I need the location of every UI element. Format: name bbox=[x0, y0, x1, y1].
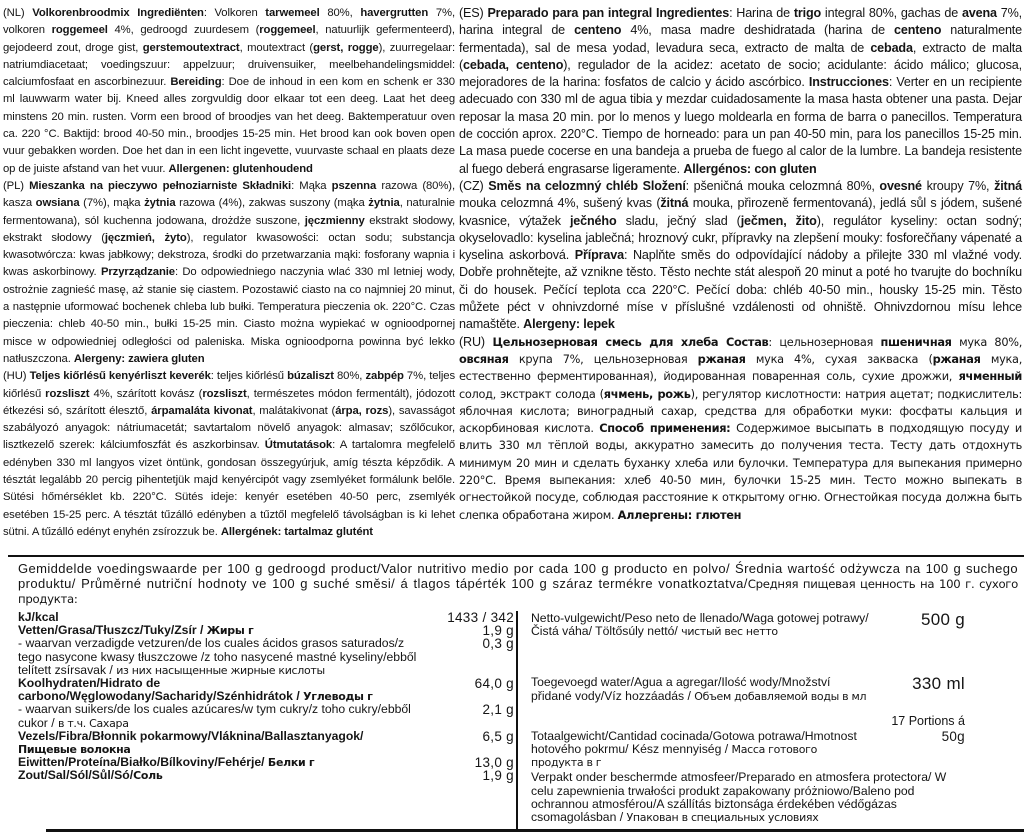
text-run: Przyrządzanie bbox=[100, 266, 175, 279]
text-run: : teljes kiőrlésű bbox=[210, 370, 288, 383]
text-run: rozsliszt bbox=[202, 387, 247, 400]
text-run: gerst, rogge bbox=[313, 41, 379, 54]
nutrition-header bbox=[18, 562, 1018, 607]
text-run: Allergénos: con gluten bbox=[683, 161, 817, 176]
nutrition-label bbox=[18, 703, 418, 729]
text-run: Mieszanka na pieczywo pełnoziarniste Składniki bbox=[29, 179, 292, 192]
nutrition-row bbox=[531, 612, 965, 638]
nutrition-row bbox=[18, 703, 514, 729]
nutrition-label bbox=[531, 612, 869, 638]
nutrition-label bbox=[18, 677, 418, 703]
nutrition-row bbox=[531, 676, 965, 702]
text-run: gerstemoutextract bbox=[142, 41, 240, 54]
text-run: rozsliszt bbox=[45, 387, 90, 400]
text-run: (HU) bbox=[3, 370, 30, 383]
text-run: trigo bbox=[793, 6, 822, 20]
text-run: Koolhydraten/Hidrato de carbono/Węglowodany/Sacharidy/Szénhidrátok / bbox=[18, 676, 304, 704]
text-run: : Naplňte směs do odpovídající nádoby a přilejte 330 ml vlažné vody. Dobře prohnětejte, až vznikne těsto. Těsto nechte stát alespoň 20 minut a poté ho tvarujte do bochníku či do housek. Pečící teplota cca 220°C. Pečící doba: chléb 40-50 min., housky 15-25 min. Těsto můžete péct v ohnivzdorné míse v příslušné vzdálenosti od ohniště. Ohnivzdornou mísu lehce namaštěte. bbox=[459, 248, 1022, 332]
text-run: Аллергены: глютен bbox=[617, 507, 742, 522]
nutrition-label bbox=[531, 730, 869, 770]
nutrition-value: 1433 / 342 bbox=[447, 610, 514, 625]
nutrition-label bbox=[18, 637, 418, 677]
text-run: razowa (4%), zakwas suszony (mąka bbox=[175, 197, 369, 210]
text-run: žitná bbox=[994, 178, 1022, 193]
text-run: pszenna bbox=[331, 179, 377, 192]
text-run: в т.ч. Сахара bbox=[57, 716, 129, 730]
nutrition-table-right bbox=[531, 612, 965, 824]
text-run: Verpakt onder beschermde atmosfeer/Preparado en atmosfera protectora/ W celu zapewnienia trwałości produkt zapakowany próżniowo/Baleno pod ochrannou atmosférou/A szállítás biztonsága érdekében védőgázas csomagolásban / bbox=[531, 770, 947, 825]
text-run: ), savasságot szabályozó anyagok: nátriumacetát; savtartalom növelő anyagok: almasav; szőlőcukor, lisztkezelő szerek: kálciumfoszfát és aszkorbinsav. bbox=[3, 404, 456, 452]
ingredients-paragraph-pl bbox=[3, 178, 455, 368]
text-run: Соль bbox=[133, 769, 163, 783]
text-run: Углеводы г bbox=[303, 690, 373, 704]
text-run: jęczmień, żyto bbox=[104, 231, 187, 244]
nutrition-label bbox=[18, 730, 418, 756]
text-run: Instrucciones bbox=[808, 75, 889, 90]
text-run: búzaliszt bbox=[287, 370, 334, 383]
nutrition-value: 330 ml bbox=[912, 674, 965, 694]
text-run: Volkorenbroodmix Ingrediënten bbox=[32, 7, 204, 19]
text-run: 4%, masa madre deshidratada (harina de bbox=[621, 23, 894, 38]
text-run: : A tartalomra megfelelő edényben 330 ml langyos vizet öntünk, gondosan összegyúrjuk, amíg tészta képződik. A tésztát legalább 20 percig pihentetjük majd kenyércipót vagy zsemlyéket formálunk belőle. Sütési hőmérséklet kb. 220°C. Sütés ideje: kenyér esetében 40-50 perc, zsemlyék esetében 15-25 perc. A tésztát tűzálló edényben a tűztől megfelelő távolságban is ki lehet sütni. A tűzálló edényt enyhén zsírozzuk be. bbox=[3, 439, 456, 538]
nutrition-value: 1,9 g bbox=[482, 623, 514, 639]
text-run: (7%), mąka bbox=[79, 197, 145, 210]
text-run: 80%, bbox=[333, 370, 366, 383]
text-run: : Harina de bbox=[729, 6, 794, 20]
text-run: (RU) bbox=[459, 334, 493, 349]
ingredients-paragraph-cz bbox=[459, 178, 1022, 334]
text-run: ), zuurregelaar: natriumdiacetaat; voedingszuur: appelzuur; druivensuiker, meelbehandelingsmiddel: calciumfosfaat en ascorbinezuur. bbox=[3, 41, 455, 89]
text-run: Totaalgewicht/Cantidad cocinada/Gotowa potrawa/Hmotnost hotového pokrmu/ Kész mennyiség / bbox=[531, 728, 857, 757]
text-run: ekstrakt słodowy, ekstrakt słodowy ( bbox=[3, 214, 455, 244]
text-run: mouka, přirozeně fermentovaná), jedlá sůl s jódem, sušené kvasnice, výtažek bbox=[459, 196, 1022, 228]
text-run: avena bbox=[961, 6, 997, 20]
text-run: : Volkoren bbox=[203, 7, 266, 19]
text-run: zabpép bbox=[365, 370, 404, 383]
text-run: : цельнозерновая bbox=[768, 334, 881, 349]
text-run: roggemeel bbox=[51, 24, 108, 37]
nutrition-value: 50g bbox=[941, 728, 965, 744]
text-run: Содержимое высыпать в подходящую посуду и влить 330 мл тёплой воды, аккуратно замесить до получения теста. Тесту дать отдохнуть минимум 20 мин и сделать буханку хлеба или булочки. Температура для выпекания примерно 220°C. Время выпекания: хлеб 40-50 мин, булочки 15-25 мин. Тесто можно выпекать в огнестойкой посуде, соблюдая расстояние к открытому огню. Огнестойкая посуда должна быть слепка обработана жиром. bbox=[459, 421, 1022, 522]
text-run: из них насыщенные жирные кислоты bbox=[116, 663, 325, 677]
text-run: , malátakivonat ( bbox=[252, 404, 336, 417]
text-run: Белки г bbox=[267, 756, 315, 770]
text-run: 7%, volkoren bbox=[3, 7, 455, 37]
text-run: Цельнозерновая смесь для хлеба Состав bbox=[492, 334, 769, 349]
ingredients-paragraph-ru bbox=[459, 334, 1022, 524]
text-run: - waarvan verzadigde vetzuren/de los cuales ácidos grasos saturados/z tego nasycone kwasy tłuszczowe /z toho nasycené mastné kyseliny/ebből telített zsírsavak / bbox=[18, 636, 417, 677]
text-run: 7%, harina integral de bbox=[459, 6, 1022, 38]
text-run: ячменный bbox=[958, 369, 1022, 384]
text-run: roggemeel bbox=[259, 24, 316, 37]
nutrition-value: 64,0 g bbox=[474, 676, 514, 692]
nutrition-label bbox=[531, 676, 869, 702]
packaging-atmosphere-note bbox=[531, 771, 965, 824]
text-run: Toegevoegd water/Agua a agregar/Ilość wody/Množství přidané vody/Víz hozzáadás / bbox=[531, 675, 831, 703]
text-run: Масса готового продукта в г bbox=[531, 743, 818, 770]
nutrition-row bbox=[18, 677, 514, 703]
text-run: Пищевые волокна bbox=[18, 743, 131, 757]
text-run: žitná bbox=[660, 196, 689, 211]
text-run: ječmen, žito bbox=[740, 213, 817, 228]
text-run: Teljes kiőrlésű kenyérliszt keverék bbox=[29, 370, 211, 383]
text-run: kJ/kcal bbox=[18, 610, 59, 624]
text-run: ), regulador de la acidez: acetato de socio; acidulante: ácido málico; glucosa, mejoradores de la harina: fosfatos de calcio y ácido ascórbico. bbox=[459, 57, 1022, 90]
text-run: (ES) bbox=[459, 6, 488, 20]
text-run: owsiana bbox=[35, 197, 80, 210]
nutrition-value: 0,3 g bbox=[482, 636, 514, 652]
text-run: tarwemeel bbox=[265, 7, 320, 19]
ingredients-paragraph-es bbox=[459, 5, 1022, 178]
text-run: Alergeny: zawiera gluten bbox=[73, 352, 205, 365]
nutrition-value: 13,0 g bbox=[474, 755, 514, 771]
text-run: Netto-vulgewicht/Peso neto de llenado/Waga gotowej potrawy/Čistá váha/ Töltősúly nettó/ bbox=[531, 611, 869, 639]
text-run: , natuurlijk gefermenteerd), gejodeerd zout, droge gist, bbox=[3, 24, 455, 54]
nutrition-row bbox=[531, 730, 965, 770]
text-run: naturalmente fermentada), sal de mesa yodad, levadura seca, extracto de malta de bbox=[459, 23, 1022, 55]
text-run: : Do odpowiedniego naczynia wlać 330 ml letniej wody, ostrożnie zagnieść masę, aż stanie się ciastem. Pozostawić ciasto na co najmniej 20 minut, a następnie uformować bochenek chleba lub bułki. Temperatura pieczenia ok. 220°C. Czas pieczenia: chleb 40-50 min., bułki 15-25 min. Ciasto można wypiekać w ognioodpornej misce w odpowiedniej odległości od paleniska. Miska ognioodporna powinna być lekko natłuszczona. bbox=[3, 266, 455, 365]
text-run: мука, естественно ферментированная), йодированная поваренная соль, сухие дрожжи, bbox=[459, 351, 1022, 384]
text-run: mouka celozmná 4%, sušený kvas ( bbox=[459, 196, 661, 211]
nutrition-row bbox=[18, 637, 514, 677]
text-run: Средняя пищевая ценность на 100 г. сухого продукта: bbox=[18, 576, 1018, 606]
text-run: ječného bbox=[569, 213, 617, 228]
ingredients-paragraph-nl bbox=[3, 5, 455, 178]
nutrition-label bbox=[18, 769, 418, 782]
text-run: Eiwitten/Proteína/Białko/Bílkoviny/Fehérje/ bbox=[18, 755, 268, 770]
text-run: kroupy 7%, bbox=[921, 178, 995, 193]
text-run: ), regulator kwasowości: octan sodu; substancja kwasotwórcza: kwas jabłkowy; dekstroza, środki do przetwarzania mąki: fosforany wapnia i kwas askorbinowy. bbox=[3, 231, 455, 279]
text-run: jęczmienny bbox=[304, 214, 365, 227]
nutrition-table-left bbox=[18, 611, 514, 783]
text-run: солод, экстракт солода ( bbox=[459, 386, 604, 401]
text-run: havergrutten bbox=[360, 7, 429, 19]
text-run: 80%, bbox=[319, 7, 361, 19]
text-run: , naturalnie fermentowana), sól kuchenna jodowana, drożdże suszone, bbox=[3, 197, 455, 227]
text-run: árpa, rozs bbox=[335, 404, 389, 417]
text-run: (PL) bbox=[3, 179, 30, 192]
text-run: Способ применения: bbox=[599, 421, 731, 436]
text-run: ячмень, рожь bbox=[603, 386, 691, 401]
text-run: Bereiding bbox=[170, 76, 222, 89]
text-run: Zout/Sal/Sól/Sůl/Só/ bbox=[18, 768, 134, 783]
text-run: árpamaláta kivonat bbox=[151, 404, 253, 417]
nutrition-column-divider bbox=[516, 611, 518, 831]
nutrition-value: 1,9 g bbox=[482, 768, 514, 784]
text-run: ovesné bbox=[879, 178, 922, 193]
text-run: , moutextract ( bbox=[239, 41, 314, 54]
text-run: ), регулятор кислотности: натрия ацетат; подкислитель: яблочная кислота; виноградный сахар, средства для обработки муки: фосфаты кальция и аскорбиновая кислота. bbox=[459, 386, 1022, 436]
text-run: - waarvan suikers/de los cuales azúcares/w tym cukry/z toho cukry/ebből cukor / bbox=[18, 702, 411, 730]
nutrition-value: 2,1 g bbox=[482, 702, 514, 718]
text-run: пшеничная bbox=[880, 334, 952, 349]
text-run: Объем добавляемой воды в мл bbox=[694, 689, 867, 703]
bottom-rule bbox=[46, 829, 1024, 832]
text-run: : Verter en un recipiente adecuado con 330 ml de agua tibia y mezdar cuidadosamente la masa hasta obtener una pasta. Dejar reposar la masa 20 min. por lo menos y luego moldearla en forma de barra o panecillos. Temperatura de cocción aprox. 220°C. Tiempo de horneado: para un pan 40-50 min, para los panecillos 15-25 min. La masa puede cocerse en una bandeja a prueba de fuego al calor de la lumbre. La bandeja resistente al fuego deberá engrasarse ligeramente. bbox=[459, 75, 1022, 176]
text-run: integral 80%, gachas de bbox=[821, 6, 962, 20]
text-run: ржаная bbox=[697, 351, 746, 366]
text-run: овсяная bbox=[459, 351, 509, 366]
text-run: чистый вес нетто bbox=[681, 625, 778, 639]
text-run: : Doe de inhoud in een kom en schenk er 330 ml lauwwarm water bij. Kneed alles zorgvuldig door elkaar tot een deeg. Laat het deeg minstens 20 min. rusten. Vorm een brood of broodjes van het deeg. Baktemperatuur oven ca. 220 °C. Baktijd: brood 40-50 min., broodjes 15-25 min. Het brood kan ook boven open vuur gebakken worden. Doe het dan in een licht ingevette, vuurvaste schaal en plaats deze op de juiste afstand van het vuur. bbox=[3, 76, 455, 175]
text-run: Упакован в специальных условиях bbox=[626, 811, 819, 825]
text-run: крупа 7%, цельнозерновая bbox=[508, 351, 698, 366]
text-run: Vezels/Fibra/Błonnik pokarmowy/Vláknina/Ballasztanyagok/ bbox=[18, 728, 364, 743]
text-run: мука 80%, bbox=[951, 334, 1022, 349]
text-run: Preparado para pan integral Ingredientes bbox=[487, 6, 730, 20]
text-run: Gemiddelde voedingswaarde per 100 g gedroogd product/Valor nutritivo medio por cada 100 g producto en polvo/ Średnia wartość odżywcza na 100 g suchego produktu/ Průměrné nutriční hodnoty ve 100 g suché směsi/ á tlagos tápérték 100 g száraz termékre vonatkoztatva/ bbox=[18, 561, 1018, 591]
ingredients-paragraph-hu bbox=[3, 368, 455, 541]
text-run: Příprava bbox=[574, 248, 624, 263]
text-run: cebada bbox=[870, 40, 913, 55]
nutrition-row bbox=[18, 769, 514, 782]
nutrition-value: 500 g bbox=[920, 610, 965, 629]
text-run: Allergének: tartalmaz glutént bbox=[220, 525, 373, 538]
text-run: centeno bbox=[574, 23, 622, 38]
text-run: ржаная bbox=[932, 351, 981, 366]
text-run: Жиры г bbox=[206, 624, 254, 638]
text-run: Útmutatások bbox=[264, 439, 333, 452]
text-run: (CZ) bbox=[459, 178, 489, 193]
text-run: sladu, ječný slad ( bbox=[616, 213, 741, 228]
text-run: 4%, gedroogd zuurdesem ( bbox=[107, 24, 260, 37]
text-run: ), regulátor kyseliny: octan sodný; okyselovadlo: kyselina jablečná; hroznový cukr, přípravky na zlepšení mouky: fosforečňany vápenaté a kyselina askorbová. bbox=[459, 213, 1022, 263]
text-run: Vetten/Grasa/Tłuszcz/Tuky/Zsír / bbox=[18, 623, 207, 638]
text-run: (NL) bbox=[3, 7, 33, 19]
text-run: 7%, teljes kiőrlésű bbox=[3, 370, 455, 400]
text-run: : Mąka bbox=[291, 179, 332, 192]
text-run: 4%, szárított kovász ( bbox=[89, 387, 203, 400]
text-run: : pšeničná mouka celozmná 80%, bbox=[685, 178, 880, 193]
nutrition-value: 6,5 g bbox=[482, 728, 514, 744]
nutrition-section-top-rule bbox=[8, 555, 1024, 557]
text-run: cebada, centeno bbox=[463, 57, 564, 72]
ingredients-column-right bbox=[459, 5, 1022, 524]
text-run: Alergeny: lepek bbox=[523, 317, 615, 332]
text-run: żytnia bbox=[368, 197, 400, 210]
text-run: , természetes módon fermentált), jódozott étkezési só, szárított élesztő, bbox=[3, 387, 455, 417]
text-run: , extracto de malta ( bbox=[459, 40, 1022, 72]
text-run: żytnia bbox=[144, 197, 176, 210]
ingredients-column-left bbox=[3, 5, 455, 541]
text-run: razowa (80%), kasza bbox=[3, 179, 455, 210]
portions-note: 17 Portions á bbox=[891, 713, 965, 728]
text-run: centeno bbox=[894, 23, 942, 38]
text-run: Směs na celozmný chléb Složení bbox=[488, 178, 686, 193]
nutrition-row bbox=[18, 730, 514, 756]
text-run: Allergenen: glutenhoudend bbox=[168, 162, 313, 175]
text-run: мука 4%, сухая закваска ( bbox=[745, 351, 933, 366]
